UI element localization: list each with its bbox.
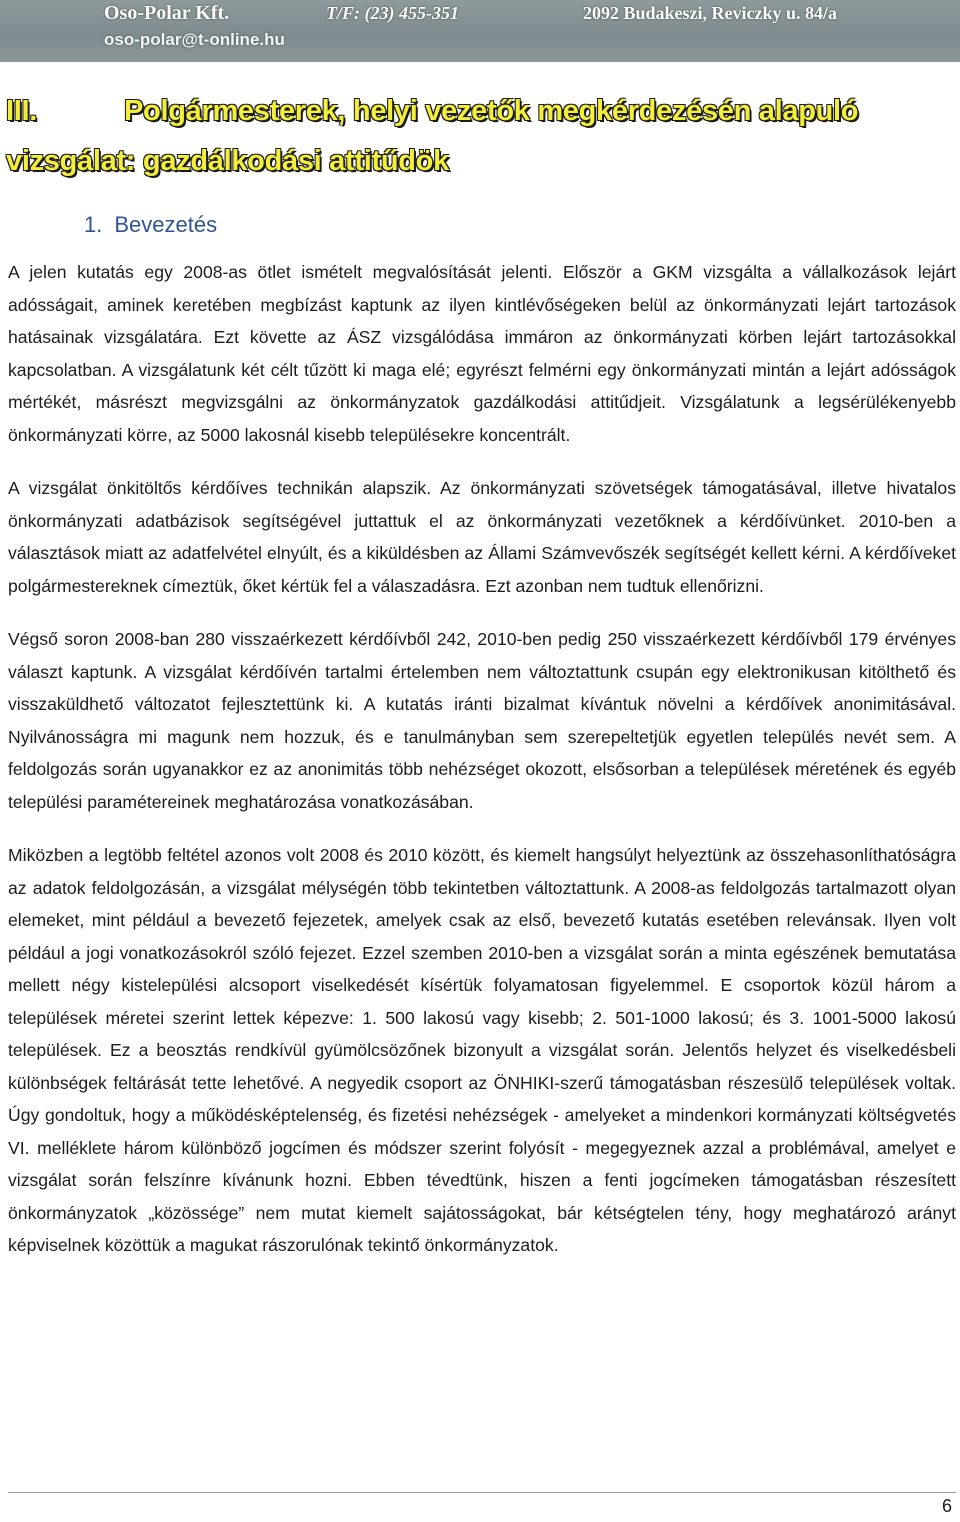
footer-divider: [8, 1492, 956, 1493]
paragraph: A jelen kutatás egy 2008-as ötlet ismételt megvalósítását jelenti. Először a GKM vizsgálta a vállalkozások lejárt adósságait, aminek keretében megbízást kaptunk az ilyen kintlévőségeken belül az önkormányzati lejárt tartozások hatásainak vizsgálatára. Ezt követte az ÁSZ vizsgálódása immáron az önkormányzati körben lejárt tartozásokkal kapcsolatban. A vizsgálatunk két célt tűzött ki maga elé; egyrészt felmérni egy önkormányzati mintán a lejárt adósságok mértékét, másrészt megvizsgálni az önkormányzatok gazdálkodási attitűdjeit. Vizsgálatunk a legsérülékenyebb önkormányzati körre, az 5000 lakosnál kisebb településekre koncentrált.: [8, 262, 956, 445]
paragraph: Végső soron 2008-ban 280 visszaérkezett kérdőívből 242, 2010-ben pedig 250 visszaérkezett kérdőívből 179 érvényes választ kaptunk. A vizsgálat kérdőívén tartalmi értelemben nem változtattunk csupán egy elektronikusan kitölthető és visszaküldhető változatot fejlesztettünk ki. A kutatás iránti bizalmat kívántuk növelni a kérdőívek anonimitásával. Nyilvánosságra mi magunk nem hozzuk, és e tanulmányban sem szerepeltetjük egyetlen település nevét sem. A feldolgozás során ugyanakkor ez az anonimitás több nehézséget okozott, elsősorban a települések méretének és egyéb települési paramétereinek meghatározása vonatkozásában.: [8, 629, 956, 812]
company-address: 2092 Budakeszi, Reviczky u. 84/a: [583, 3, 838, 23]
paragraph: Miközben a legtöbb feltétel azonos volt 2008 és 2010 között, és kiemelt hangsúlyt helyeztünk az összehasonlíthatóságra az adatok feldolgozásán, a vizsgálat mélységén több tekintetben változtattunk. A 2008-as feldolgozás tartalmazott olyan elemeket, mint például a bevezető fejezetek, amelyek csak az első, bevezető kutatás esetében relevánsak. Ilyen volt például a jogi vonatkozásokról szóló fejezet. Ezzel szemben 2010-ben a vizsgálat során a minta egészének bemutatása mellett négy kistelepülési alcsoport viselkedését kísértük folyamatosan figyelemmel. E csoportok közül három a települések méretei szerint lettek képezve: 1. 500 lakosú vagy kisebb; 2. 501-1000 lakosú; és 3. 1001-5000 lakosú települések. Ez a beosztás rendkívül gyümölcsözőnek bizonyult a vizsgálat során. Jelentős helyzet és viselkedésbeli különbségek feltárását tette lehetővé. A negyedik csoport az ÖNHIKI-szerű támogatásban részesülő települések voltak. Úgy gondoltuk, hogy a működésképtelenség, és fizetési nehézségek - amelyeket a mindenkori kormányzati költségvetés VI. melléklete három különböző jogcímen és módszer szerint folyósít - megegyeznek azzal a problémával, amelyet e vizsgálat során felszínre kívánunk hozni. Ebben tévedtünk, hiszen a fenti jogcímeken támogatásban részesített önkormányzatok „közössége” nem mutat kiemelt sajátosságokat, bár kétségtelen tény, hogy meghatározó arányt képviselnek közöttük a magukat rászorulónak tekintő önkormányzatok.: [8, 845, 956, 1255]
chapter-number: III.: [6, 95, 38, 127]
section-heading: [84, 212, 217, 238]
section-title: Bevezetés: [114, 212, 218, 237]
page-number: 6: [941, 1496, 952, 1516]
company-email: oso-polar@t-online.hu: [104, 30, 285, 49]
body-text: [8, 256, 956, 1283]
chapter-title-text: Polgármesterek, helyi vezetők megkérdezésén alapuló vizsgálat: gazdálkodási attitűdök: [6, 95, 859, 177]
letterhead-banner: [0, 0, 960, 62]
chapter-title: [6, 86, 946, 186]
company-name: Oso-Polar Kft.: [104, 2, 230, 24]
paragraph: A vizsgálat önkitöltős kérdőíves technikán alapszik. Az önkormányzati szövetségek támogatásával, illetve hivatalos önkormányzati adatbázisok segítségével juttattuk el az önkormányzati vezetőknek a kérdőívünket. 2010-ben a választások miatt az adatfelvétel elnyúlt, és a kiküldésben az Állami Számvevőszék segítségét kellett kérni. A kérdőíveket polgármestereknek címeztük, őket kértük fel a válaszadásra. Ezt azonban nem tudtuk ellenőrizni.: [8, 478, 956, 596]
section-number: 1.: [84, 212, 103, 237]
phone-fax: T/F: (23) 455-351: [326, 3, 459, 23]
